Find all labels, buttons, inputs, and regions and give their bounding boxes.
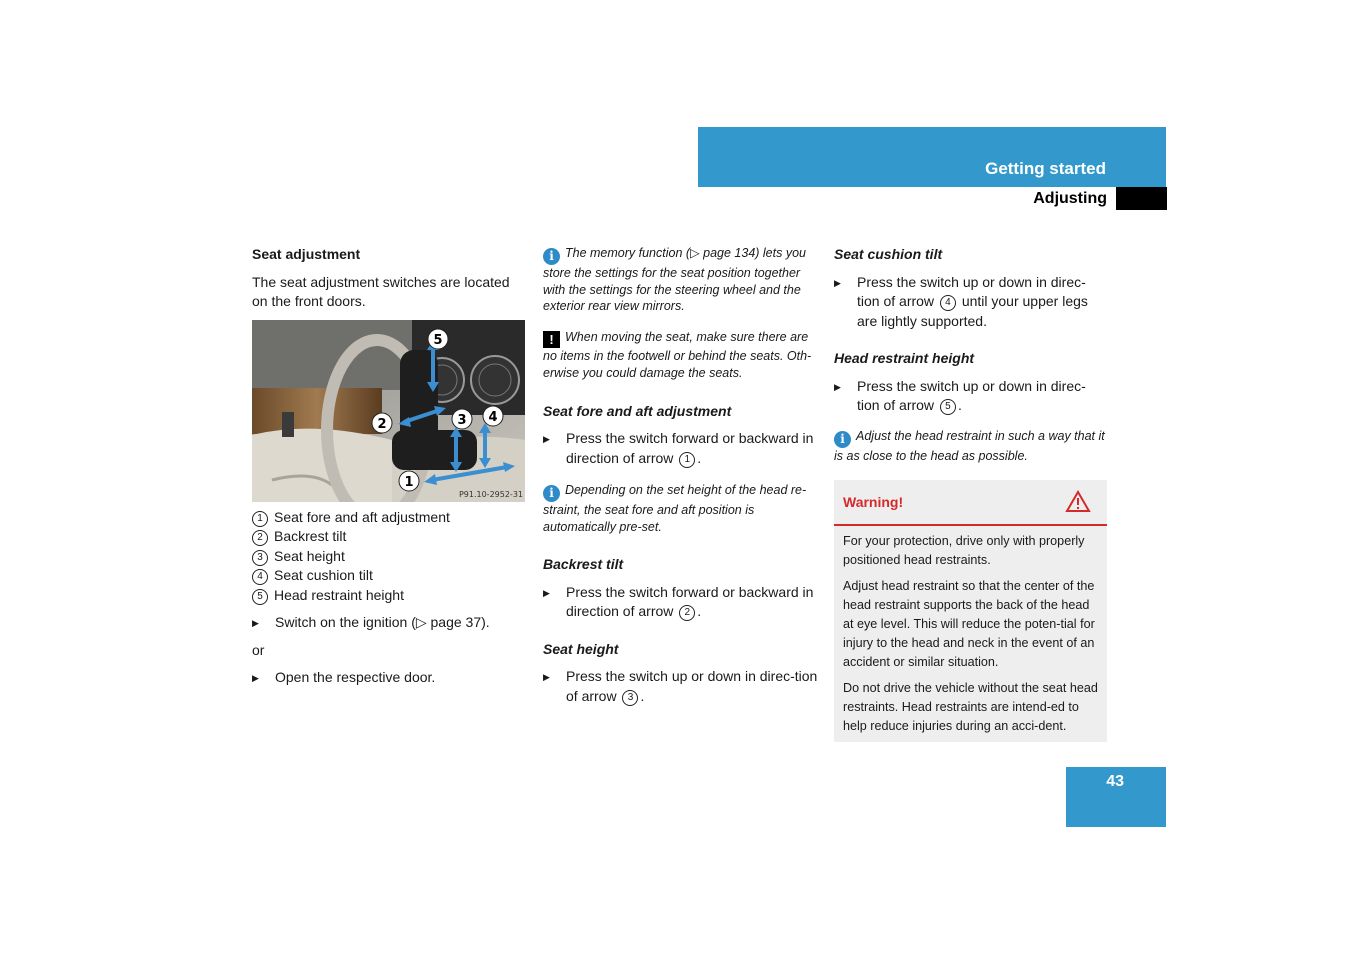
heading-seat-height: Seat height [543, 640, 619, 657]
subsection-title: Adjusting [1033, 190, 1107, 207]
arrow-number: 1 [679, 452, 695, 468]
note-head-restraint [543, 482, 819, 535]
seat-switch-illustration [252, 320, 525, 502]
step-seat-height: ▶ Press the switch up or down in direc-tion of arrow 3 . [543, 667, 819, 706]
column-right [834, 245, 1107, 742]
warning-paragraph: Do not drive the vehicle without the seat head restraints. Head restraints are intend-ed to help reduce injuries during an acci-dent. [843, 680, 1098, 734]
step-ignition: ▶ Switch on the ignition (▷ page 37). [252, 613, 527, 633]
arrow-number: 5 [940, 399, 956, 415]
figure-callout: 5 [433, 332, 443, 348]
subsection-marker [1116, 187, 1167, 210]
legend-item [252, 527, 527, 547]
legend-text: Head restraint height [274, 586, 404, 603]
step-text: until your upper legs are lightly supported. [857, 293, 1088, 329]
heading-cushion-tilt: Seat cushion tilt [834, 246, 943, 262]
legend-text: Backrest tilt [274, 528, 347, 544]
legend-number: 4 [252, 569, 268, 585]
figure-callout: 1 [404, 474, 414, 490]
info-icon: i [543, 248, 560, 265]
or-text: or [252, 641, 265, 658]
legend-text: Seat cushion tilt [274, 567, 373, 583]
warning-title: Warning! [843, 494, 904, 511]
step-text: Press the switch forward or backward in direction of arrow [566, 583, 814, 620]
step-fore-aft: ▶ Press the switch forward or backward in direction of arrow 1 . [543, 429, 819, 468]
arrow-number: 3 [622, 690, 638, 706]
legend-item [252, 566, 527, 586]
heading-fore-aft: Seat fore and aft adjustment [543, 402, 732, 419]
figure-callout: 4 [488, 409, 498, 425]
note-caution [543, 329, 819, 381]
step-text: Press the switch up or down in direc-tion of arrow [857, 273, 1086, 309]
heading-head-restraint: Head restraint height [834, 350, 975, 366]
step-cushion-tilt [834, 273, 1107, 332]
page-number-box [1066, 767, 1166, 827]
note-text: When moving the seat, make sure there are no items in the footwell or behind the seats. Oth-erwise you could damage the seats. [543, 330, 812, 380]
warning-header [834, 480, 1107, 526]
arrow-number: 2 [679, 605, 695, 621]
caution-icon: ! [543, 331, 560, 348]
column-middle [543, 245, 819, 714]
note-text: Depending on the set height of the head re-straint, the seat fore and aft position is automatically pre-set. [543, 483, 807, 534]
figure-callout: 3 [457, 412, 467, 428]
warning-paragraph: Adjust head restraint so that the center of the head restraint supports the back of the head at eye level. This will reduce the poten-tial for injury to the head and neck in the event of an accident or similar situation. [843, 578, 1095, 670]
heading-seat-adjustment: Seat adjustment [252, 246, 361, 262]
note-memory [543, 245, 819, 315]
legend-number: 2 [252, 530, 268, 546]
step-text: Press the switch up or down in direc-tion of arrow [857, 377, 1086, 413]
legend-number: 5 [252, 589, 268, 605]
info-icon: i [543, 485, 560, 502]
intro-text: The seat adjustment switches are located on the front doors. [252, 273, 510, 309]
note-text: The memory function (▷ page 134) lets you store the settings for the seat position together with the settings for the steering wheel and the exterior rear view mirrors. [543, 246, 806, 314]
step-backrest: ▶ Press the switch forward or backward in direction of arrow 2 . [543, 583, 819, 622]
arrow-number: 4 [940, 295, 956, 311]
step-text: Press the switch up or down in direc-tion of arrow [566, 668, 818, 704]
warning-body [834, 526, 1107, 742]
step-open-door: ▶ Open the respective door. [252, 668, 527, 688]
header-bar [698, 127, 1166, 187]
heading-backrest: Backrest tilt [543, 556, 624, 573]
legend-number: 3 [252, 550, 268, 566]
warning-paragraph: For your protection, drive only with properly positioned head restraints. [843, 534, 1085, 568]
legend-text: Seat height [274, 547, 345, 564]
figure-code: P91.10-2952-31 [458, 489, 523, 499]
seat-switch-figure [252, 320, 525, 502]
legend-item [252, 508, 527, 528]
figure-legend [252, 508, 527, 606]
legend-number: 1 [252, 511, 268, 527]
column-left [252, 245, 527, 696]
legend-item [252, 547, 527, 567]
page-number: 43 [1106, 773, 1124, 790]
note-text: Adjust the head restraint in such a way that it is as close to the head as possible. [834, 428, 1105, 463]
step-head-restraint: ▶ Press the switch up or down in direc-tion of arrow 5 . [834, 377, 1107, 416]
section-title: Getting started [985, 159, 1106, 178]
legend-item [252, 586, 527, 606]
info-icon: i [834, 431, 851, 448]
legend-text: Seat fore and aft adjustment [274, 508, 450, 525]
step-text: Press the switch forward or backward in direction of arrow [566, 430, 814, 466]
figure-callout: 2 [377, 416, 387, 432]
warning-box [834, 480, 1107, 742]
note-adjust-restraint [834, 428, 1107, 465]
warning-triangle-icon [1065, 490, 1091, 513]
